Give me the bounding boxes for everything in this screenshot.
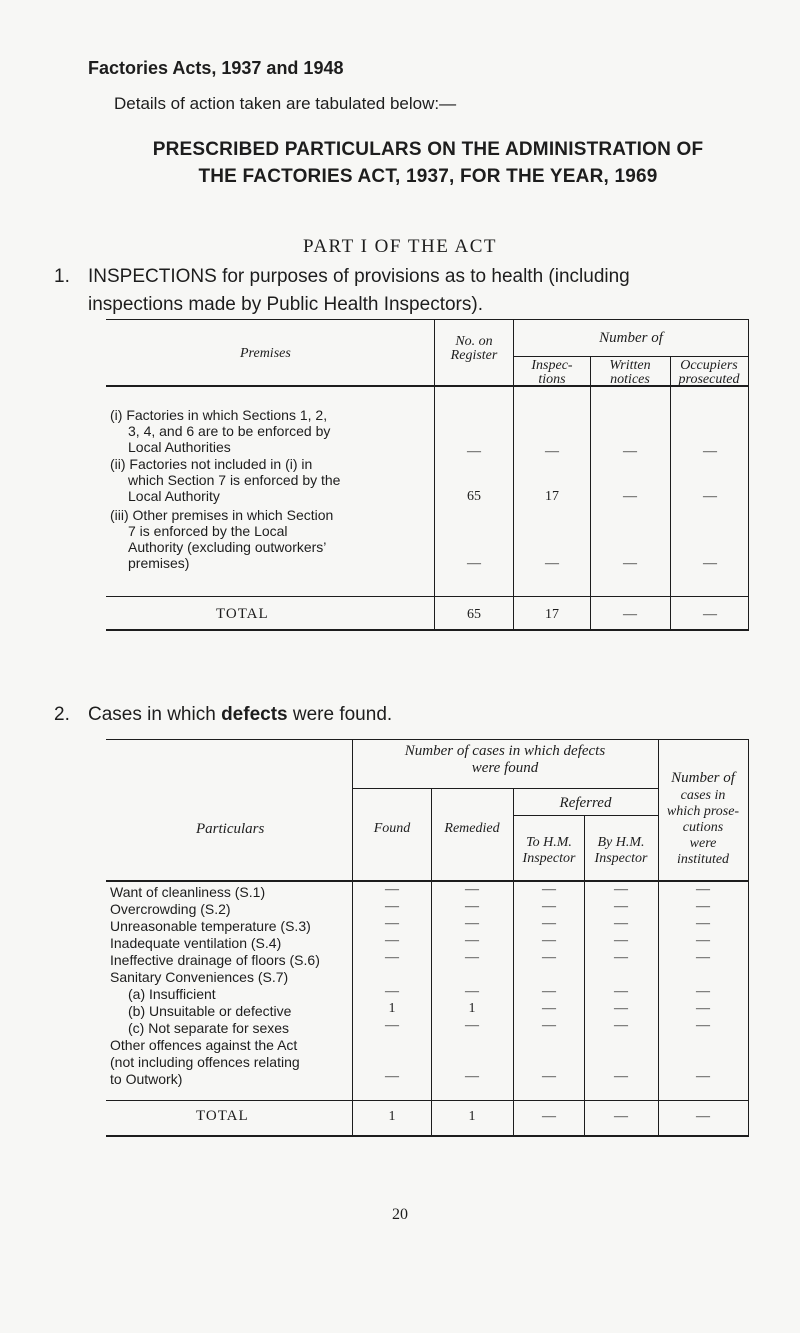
t1-row-3-register: — [467,556,481,571]
t2-row-prosecutions-cell: — [696,1001,710,1016]
t1-row-2-label-3: Local Authority [128,488,220,504]
heading-line-2: THE FACTORIES ACT, 1937, FOR THE YEAR, 1969 [198,166,658,187]
t2-header-to-hm-1: To H.M. [526,835,572,850]
t2-row-remedied-cell: — [465,882,479,897]
t1-header-number-of: Number of [599,330,663,346]
t2-row-to-hm-cell: — [542,1001,556,1016]
t2-row-to-hm-cell: — [542,882,556,897]
t1-row-3-occupiers: — [703,556,717,571]
t2-row-to-hm-cell: — [542,1069,556,1084]
t2-row-remedied-cell: — [465,899,479,914]
t2-row-found-cell: — [385,984,399,999]
t2-total-remedied: 1 [468,1109,476,1124]
t2-row-remedied-cell: 1 [468,1001,476,1016]
t1-number-of-divider [513,356,749,357]
t1-header-occupiers-1: Occupiers [680,358,738,373]
t1-header-premises: Premises [240,346,291,361]
t2-row-prosecutions-cell: — [696,882,710,897]
t2-row-by-hm-cell: — [614,933,628,948]
t2-header-by-hm-2: Inspector [594,851,648,866]
section-2-text-after: were found. [287,704,393,725]
t1-row-3-written: — [623,556,637,571]
t2-bottom-border [106,1135,749,1137]
section-2-number: 2. [54,704,70,725]
t1-row-2-register: 65 [467,489,481,504]
t2-total-prosecutions: — [696,1109,710,1124]
section-2-text-before: Cases in which [88,704,222,725]
section-2-text-bold: defects [221,704,288,725]
t1-row-2-written: — [623,489,637,504]
t1-row-3-label-4: premises) [128,555,190,571]
t2-total-found: 1 [388,1109,396,1124]
t1-total-occupiers: — [703,607,717,622]
section-1-line-1: INSPECTIONS for purposes of provisions as to health (including [88,266,630,287]
t1-row-1-label-2: 3, 4, and 6 are to be enforced by [128,423,331,439]
t2-total-top-border [106,1100,749,1101]
t2-row-label: Ineffective drainage of floors (S.6) [110,952,320,968]
t2-row-label: Want of cleanliness (S.1) [110,884,266,900]
t2-row-remedied-cell: — [465,1069,479,1084]
t2-cases-divider [352,788,658,789]
t2-row-prosecutions-cell: — [696,950,710,965]
t2-row-by-hm-cell: — [614,1001,628,1016]
t1-row-1-written: — [623,444,637,459]
t2-row-to-hm-cell: — [542,916,556,931]
t1-row-2-label-2: which Section 7 is enforced by the [128,472,341,488]
t2-row-by-hm-cell: — [614,899,628,914]
t1-header-occupiers-2: prosecuted [678,372,740,387]
t2-row-found-cell: 1 [388,1001,396,1016]
t2-row-by-hm-cell: — [614,1018,628,1033]
t2-row-remedied-cell: — [465,1018,479,1033]
t2-row-label: Other offences against the Act [110,1037,298,1053]
t2-row-to-hm-cell: — [542,1018,556,1033]
t2-header-cases-2: were found [471,760,539,776]
t2-row-prosecutions-cell: — [696,916,710,931]
t2-row-label: (c) Not separate for sexes [128,1020,290,1036]
t2-header-prosecutions-4: cutions [682,820,724,835]
t2-header-by-hm-1: By H.M. [597,835,645,850]
t2-header-prosecutions-1: Number of [671,770,735,786]
t2-row-to-hm-cell: — [542,899,556,914]
t2-row-label: Unreasonable temperature (S.3) [110,918,311,934]
t2-header-cases-1: Number of cases in which defects [404,743,606,759]
t1-bottom-border [106,629,749,631]
section-1-line-2: inspections made by Public Health Inspectors). [88,294,483,315]
t2-header-prosecutions-6: instituted [676,852,730,867]
section-1-number: 1. [54,266,70,287]
t2-header-prosecutions-3: which prose- [666,804,740,819]
t2-row-prosecutions-cell: — [696,1069,710,1084]
t2-header-particulars: Particulars [196,821,265,837]
t1-header-register-1: No. on [455,334,493,349]
t1-total-label: TOTAL [216,606,269,622]
t1-col-divider-1 [434,319,435,630]
t1-row-1-label-1: (i) Factories in which Sections 1, 2, [110,407,328,423]
t1-row-3-label-1: (iii) Other premises in which Section [110,507,334,523]
t2-header-found: Found [373,821,411,836]
t2-row-to-hm-cell: — [542,933,556,948]
t2-header-remedied: Remedied [444,821,500,836]
t2-row-prosecutions-cell: — [696,899,710,914]
t2-referred-divider [513,815,658,816]
t2-row-label: (b) Unsuitable or defective [128,1003,292,1019]
t2-row-label: Overcrowding (S.2) [110,901,231,917]
t2-row-found-cell: — [385,1018,399,1033]
t2-header-referred: Referred [559,795,612,811]
t2-row-found-cell: — [385,950,399,965]
t1-right-border [748,319,749,630]
t2-row-found-cell: — [385,899,399,914]
t2-row-by-hm-cell: — [614,984,628,999]
t1-row-3-label-3: Authority (excluding outworkers’ [128,539,327,555]
t1-row-1-occupiers: — [703,444,717,459]
t1-header-written-1: Written [609,358,651,373]
heading-line-1: PRESCRIBED PARTICULARS ON THE ADMINISTRATION OF [152,139,704,160]
t2-row-remedied-cell: — [465,933,479,948]
document-title: Factories Acts, 1937 and 1948 [88,58,344,78]
t2-header-prosecutions-2: cases in [680,788,726,803]
t1-row-2-occupiers: — [703,489,717,504]
t2-row-label: (a) Insufficient [128,986,216,1002]
t2-total-by-hm: — [614,1109,628,1124]
t1-row-1-inspections: — [545,444,559,459]
t2-row-found-cell: — [385,933,399,948]
t2-row-prosecutions-cell: — [696,984,710,999]
t1-total-inspections: 17 [545,607,559,622]
t1-total-written: — [623,607,637,622]
t1-header-inspections-2: tions [538,372,566,387]
t1-total-register: 65 [467,607,481,622]
part-heading: PART I OF THE ACT [303,236,497,257]
t2-row-remedied-cell: — [465,950,479,965]
t2-row-label: to Outwork) [110,1071,183,1087]
t2-header-prosecutions-5: were [689,836,717,851]
t2-row-found-cell: — [385,882,399,897]
t2-row-to-hm-cell: — [542,984,556,999]
t2-row-to-hm-cell: — [542,950,556,965]
t2-row-prosecutions-cell: — [696,1018,710,1033]
t2-header-to-hm-2: Inspector [522,851,576,866]
t1-header-inspections-1: Inspec- [531,358,573,373]
t2-row-label: Inadequate ventilation (S.4) [110,935,282,951]
t1-row-3-label-2: 7 is enforced by the Local [128,523,288,539]
t2-row-found-cell: — [385,916,399,931]
t2-row-label: (not including offences relating [110,1054,300,1070]
t2-row-by-hm-cell: — [614,916,628,931]
t2-row-by-hm-cell: — [614,950,628,965]
t1-top-border [106,319,749,320]
t1-row-3-inspections: — [545,556,559,571]
section-2-heading [88,704,392,726]
t1-header-written-2: notices [610,372,650,387]
page-number: 20 [392,1206,408,1223]
t1-row-1-register: — [467,444,481,459]
t2-row-prosecutions-cell: — [696,933,710,948]
t2-right-border [748,739,749,1136]
intro-text: Details of action taken are tabulated below:— [114,94,457,113]
t1-row-2-label-1: (ii) Factories not included in (i) in [110,456,313,472]
t2-row-by-hm-cell: — [614,882,628,897]
t2-top-border [106,739,749,740]
t1-row-2-inspections: 17 [545,489,559,504]
t1-header-register-2: Register [450,348,498,363]
t2-row-remedied-cell: — [465,916,479,931]
t2-row-by-hm-cell: — [614,1069,628,1084]
t2-total-label: TOTAL [196,1108,249,1124]
t2-row-found-cell: — [385,1069,399,1084]
t2-row-label: Sanitary Conveniences (S.7) [110,969,289,985]
t1-row-1-label-3: Local Authorities [128,439,231,455]
t1-total-top-border [106,596,749,597]
t2-total-to-hm: — [542,1109,556,1124]
t2-row-remedied-cell: — [465,984,479,999]
